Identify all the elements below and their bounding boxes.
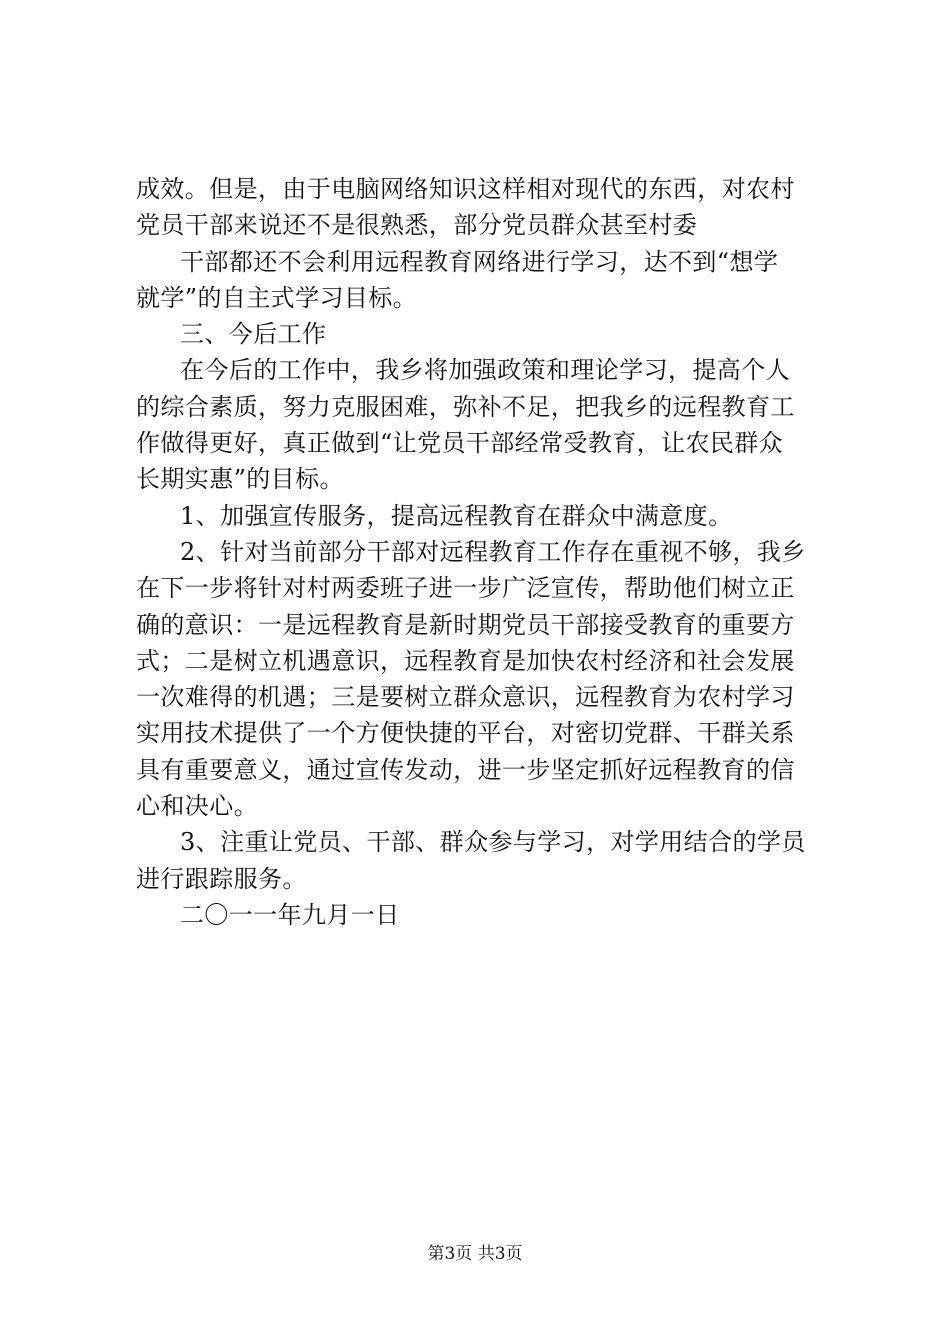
text-line: 的综合素质，努力克服困难，弥补不足，把我乡的远程教育工	[136, 392, 795, 421]
text-line: 就学”的自主式学习目标。	[136, 283, 418, 312]
text-line: 在今后的工作中，我乡将加强政策和理论学习，提高个人	[180, 356, 790, 385]
text-line: 三、今后工作	[180, 320, 327, 349]
text-line: 作做得更好，真正做到“让党员干部经常受教育，让农民群众	[136, 429, 784, 458]
text-line: 心和决心。	[136, 792, 258, 821]
text-line: 实用技术提供了一个方便快捷的平台，对密切党群、干群关系	[136, 719, 795, 748]
text-line: 成效。但是，由于电脑网络知识这样相对现代的东西，对农村	[136, 175, 795, 203]
text-line: 确的意识：一是远程教育是新时期党员干部接受教育的重要方	[136, 610, 795, 639]
text-line: 长期实惠”的目标。	[136, 465, 344, 494]
text-line: 2、针对当前部分干部对远程教育工作存在重视不够，我乡	[180, 537, 806, 566]
text-line: 在下一步将针对村两委班子进一步广泛宣传，帮助他们树立正	[136, 574, 795, 603]
text-line: 具有重要意义，通过宣传发动，进一步坚定抓好远程教育的信	[136, 755, 795, 784]
text-line: 式；二是树立机遇意识，远程教育是加快农村经济和社会发展	[136, 646, 795, 675]
text-line: 1、加强宣传服务，提高远程教育在群众中满意度。	[180, 501, 733, 530]
text-line: 一次难得的机遇；三是要树立群众意识，远程教育为农村学习	[136, 683, 795, 712]
text-line: 进行跟踪服务。	[136, 864, 307, 893]
document-body	[136, 171, 826, 933]
text-line: 干部都还不会利用远程教育网络进行学习，达不到“想学	[180, 247, 779, 276]
text-line: 二〇一一年九月一日	[180, 900, 400, 929]
page-footer: 第3页 共3页	[427, 1244, 523, 1264]
text-line: 党员干部来说还不是很熟悉，部分党员群众甚至村委	[136, 211, 698, 240]
text-line: 3、注重让党员、干部、群众参与学习，对学用结合的学员	[180, 828, 806, 857]
